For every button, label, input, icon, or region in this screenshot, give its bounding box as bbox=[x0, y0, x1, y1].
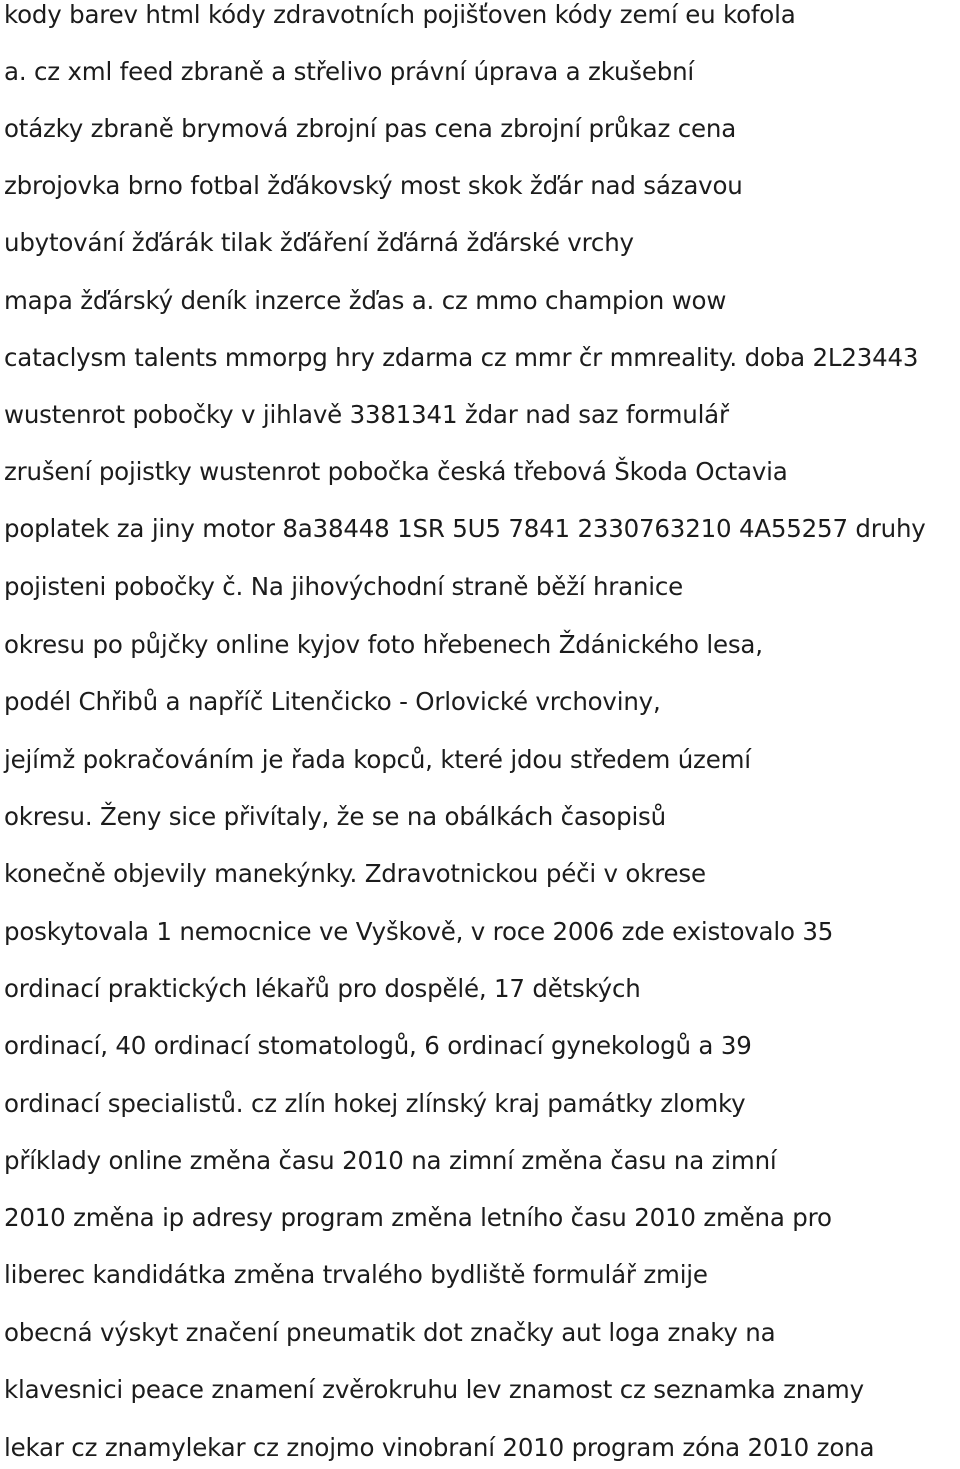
text-line: příklady online změna času 2010 na zimní změna času na zimní bbox=[4, 1146, 777, 1175]
text-line: ordinací specialistů. cz zlín hokej zlínský kraj památky zlomky bbox=[4, 1089, 746, 1118]
text-line: zrušení pojistky wustenrot pobočka česká třebová Škoda Octavia bbox=[4, 457, 788, 486]
text-line: 2010 změna ip adresy program změna letního času 2010 změna pro bbox=[4, 1203, 832, 1232]
text-line: liberec kandidátka změna trvalého bydliště formulář zmije bbox=[4, 1260, 708, 1289]
text-line: zbrojovka brno fotbal žďákovský most skok žďár nad sázavou bbox=[4, 171, 743, 200]
text-line: lekar cz znamylekar cz znojmo vinobraní 2010 program zóna 2010 zona bbox=[4, 1433, 875, 1462]
text-line: poplatek za jiny motor 8a38448 1SR 5U5 7841 2330763210 4A55257 druhy bbox=[4, 514, 926, 543]
text-line: ordinací praktických lékařů pro dospělé, 17 dětských bbox=[4, 974, 641, 1003]
text-line: obecná výskyt značení pneumatik dot značky aut loga znaky na bbox=[4, 1318, 776, 1347]
text-line: okresu. Ženy sice přivítaly, že se na obálkách časopisů bbox=[4, 802, 666, 831]
text-line: konečně objevily manekýnky. Zdravotnickou péči v okrese bbox=[4, 859, 706, 888]
text-line: ubytování žďárák tilak žďáření žďárná žďárské vrchy bbox=[4, 228, 634, 257]
text-line: jejímž pokračováním je řada kopců, které jdou středem území bbox=[4, 745, 751, 774]
text-line: kody barev html kódy zdravotních pojišťoven kódy zemí eu kofola bbox=[4, 0, 796, 29]
text-line: podél Chřibů a napříč Litenčicko - Orlovické vrchoviny, bbox=[4, 687, 661, 716]
text-line: a. cz xml feed zbraně a střelivo právní úprava a zkušební bbox=[4, 57, 695, 86]
text-line: cataclysm talents mmorpg hry zdarma cz mmr čr mmreality. doba 2L23443 bbox=[4, 343, 919, 372]
text-line: otázky zbraně brymová zbrojní pas cena zbrojní průkaz cena bbox=[4, 114, 737, 143]
text-line: klavesnici peace znamení zvěrokruhu lev znamost cz seznamka znamy bbox=[4, 1375, 864, 1404]
text-line: poskytovala 1 nemocnice ve Vyškově, v roce 2006 zde existovalo 35 bbox=[4, 917, 834, 946]
text-line: mapa žďárský deník inzerce žďas a. cz mmo champion wow bbox=[4, 286, 727, 315]
text-line: ordinací, 40 ordinací stomatologů, 6 ordinací gynekologů a 39 bbox=[4, 1031, 752, 1060]
text-line: pojisteni pobočky č. Na jihovýchodní straně běží hranice bbox=[4, 572, 684, 601]
text-line: okresu po půjčky online kyjov foto hřebenech Ždánického lesa, bbox=[4, 630, 763, 659]
text-line: wustenrot pobočky v jihlavě 3381341 ždar nad saz formulář bbox=[4, 400, 729, 429]
